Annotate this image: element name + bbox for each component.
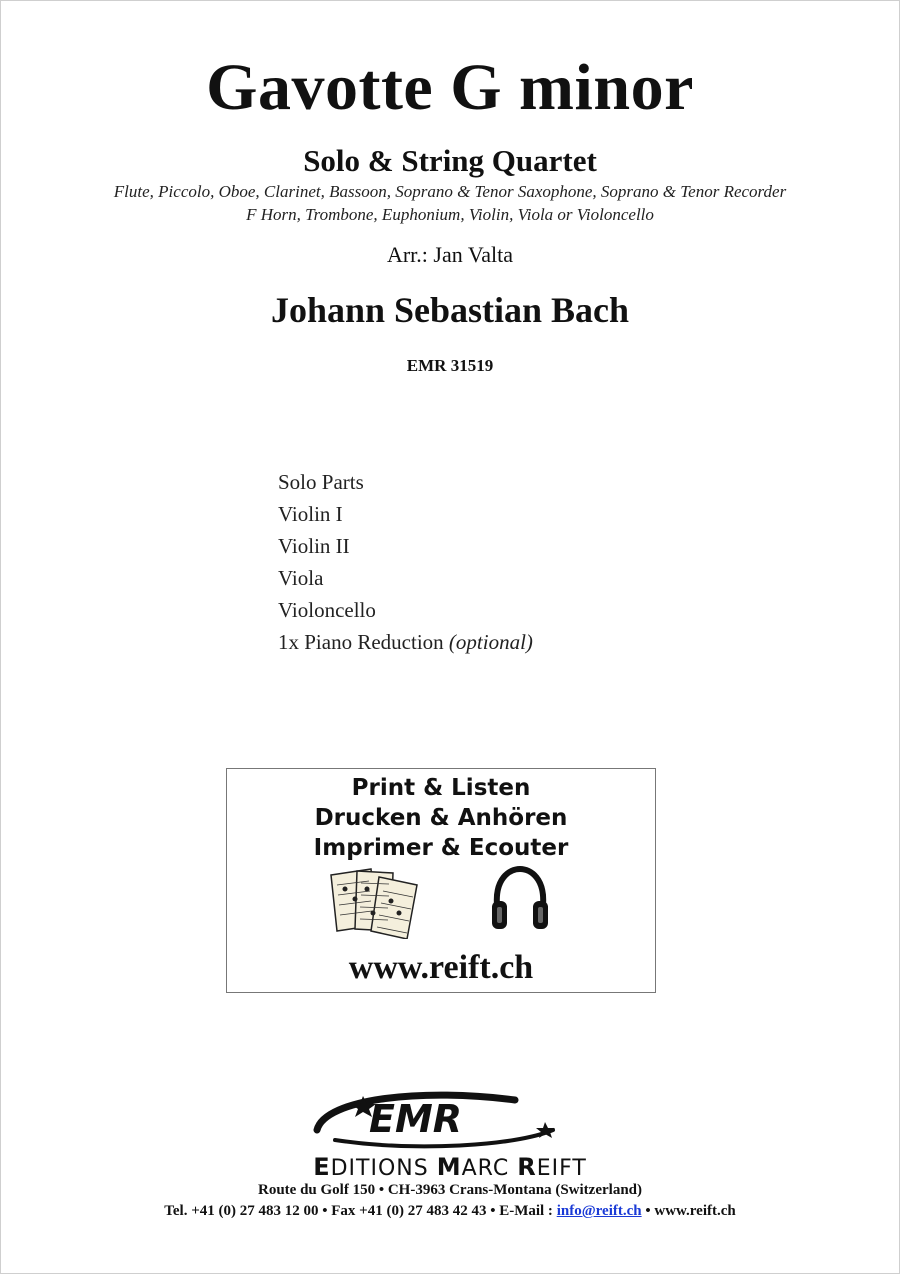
parts-list (278, 466, 533, 658)
publisher-address: Route du Golf 150 • CH-3963 Crans-Montana (Switzerland) (258, 1182, 642, 1198)
instrument-list-line-2: F Horn, Trombone, Euphonium, Violin, Viola or Violoncello (246, 205, 654, 224)
composer: Johann Sebastian Bach (270, 290, 630, 330)
part-item: Viola (278, 566, 324, 590)
listen-line-english: Print & Listen (351, 775, 531, 801)
publisher-name: EDITIONS MARC REIFT (313, 1153, 587, 1181)
listen-line-german: Drucken & Anhören (314, 805, 568, 831)
website-url[interactable]: www.reift.ch (348, 949, 534, 986)
listen-line-french: Imprimer & Ecouter (313, 835, 569, 861)
part-item: Violin II (278, 534, 350, 558)
publisher-contact: Tel. +41 (0) 27 483 12 00 • Fax +41 (0) 27 483 42 43 • E-Mail : info@reift.ch • www.reift.ch (164, 1203, 736, 1219)
optional-label: (optional) (448, 630, 533, 654)
email-link[interactable]: info@reift.ch (556, 1203, 642, 1219)
part-item: Violoncello (278, 598, 376, 622)
part-item: Solo Parts (278, 470, 364, 494)
headphones-icon (489, 865, 551, 938)
part-item-piano (278, 626, 533, 658)
part-item: Violin I (278, 502, 343, 526)
catalog-number: EMR 31519 (406, 356, 494, 375)
page-title: Gavotte G minor (206, 51, 694, 124)
piano-part-label: 1x Piano Reduction (278, 630, 444, 654)
svg-text:EMR: EMR (369, 1097, 463, 1141)
instrument-list-line-1: Flute, Piccolo, Oboe, Clarinet, Bassoon, Soprano & Tenor Saxophone, Soprano & Tenor Recorder (113, 182, 787, 201)
arranger: Arr.: Jan Valta (386, 242, 514, 267)
print-listen-box (226, 768, 656, 993)
sheet-music-icon (327, 867, 422, 944)
subtitle: Solo & String Quartet (303, 143, 597, 178)
emr-logo (305, 1090, 595, 1157)
